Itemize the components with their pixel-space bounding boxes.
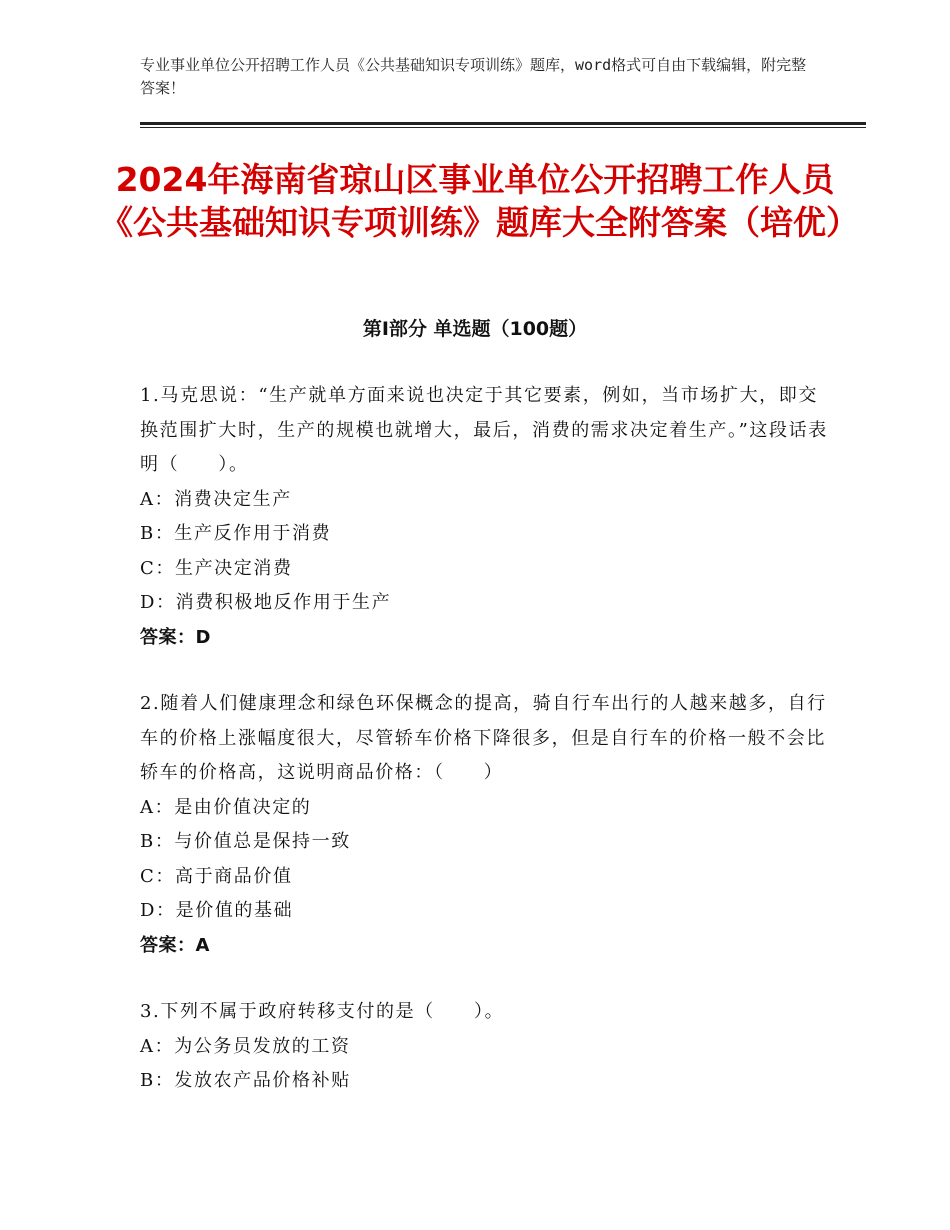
answer: 答案：A bbox=[140, 934, 210, 956]
option-b: B：发放农产品价格补贴 bbox=[140, 1070, 351, 1091]
question-2 bbox=[140, 687, 830, 963]
option-a: A：消费决定生产 bbox=[140, 488, 292, 510]
answer: 答案：D bbox=[140, 626, 211, 648]
question-stem: 1.马克思说：“生产就单方面来说也决定于其它要素，例如，当市场扩大，即交换范围扩大时，生产的规模也就增大，最后，消费的需求决定着生产。”这段话表明（ ）。 bbox=[140, 385, 828, 475]
question-stem: 3.下列不属于政府转移支付的是（ ）。 bbox=[140, 1001, 505, 1022]
section-heading: 第Ⅰ部分 单选题（100题） bbox=[362, 318, 588, 340]
question-stem: 2.随着人们健康理念和绿色环保概念的提高，骑自行车出行的人越来越多，自行车的价格上涨幅度很大，尽管轿车价格下降很多，但是自行车的价格一般不会比轿车的价格高，这说明商品价格：（ ） bbox=[140, 693, 827, 783]
option-c: C：生产决定消费 bbox=[140, 557, 293, 579]
question-3 bbox=[140, 995, 830, 1099]
option-d: D：是价值的基础 bbox=[140, 900, 294, 921]
document-title: 2024年海南省琼山区事业单位公开招聘工作人员《公共基础知识专项训练》题库大全附答案（培优） bbox=[100, 160, 859, 242]
option-a: A：是由价值决定的 bbox=[140, 796, 312, 818]
option-a: A：为公务员发放的工资 bbox=[140, 1035, 351, 1057]
option-c: C：高于商品价值 bbox=[140, 865, 293, 887]
option-b: B：与价值总是保持一致 bbox=[140, 831, 351, 852]
option-d: D：消费积极地反作用于生产 bbox=[140, 592, 392, 613]
header-rule-thick bbox=[140, 122, 866, 125]
header-rule-thin bbox=[140, 127, 866, 128]
option-b: B：生产反作用于消费 bbox=[140, 523, 332, 544]
question-1 bbox=[140, 379, 830, 655]
header-note: 专业事业单位公开招聘工作人员《公共基础知识专项训练》题库，word格式可自由下载编辑，附完整答案！ bbox=[140, 56, 807, 97]
